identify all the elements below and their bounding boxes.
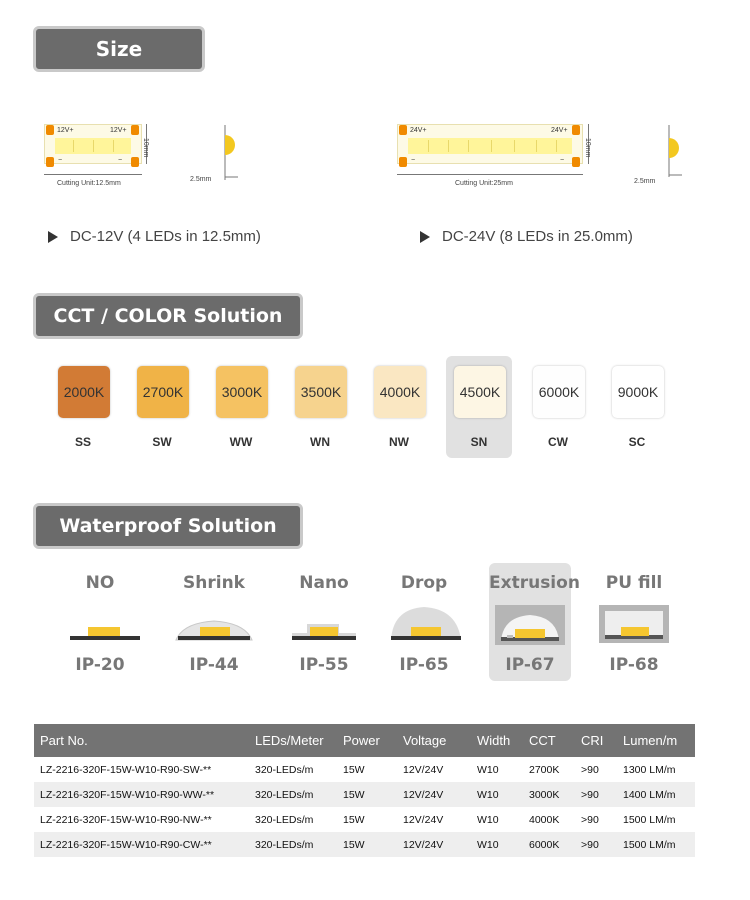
cell-lumen: 1400 LM/m xyxy=(617,782,695,807)
wp-item-extrusion xyxy=(489,563,580,681)
col-cct: CCT xyxy=(523,724,575,757)
col-part-no: Part No. xyxy=(34,724,249,757)
cct-item-sc xyxy=(604,358,670,458)
wp-name: Shrink xyxy=(183,573,245,593)
cell-cct: 2700K xyxy=(529,763,560,776)
wp-ip: IP-44 xyxy=(189,655,239,675)
col-lumen: Lumen/m xyxy=(617,724,695,757)
cell-width: W10 xyxy=(471,832,523,857)
solder-pad xyxy=(399,125,407,135)
shrink-tube-icon xyxy=(173,603,255,647)
wp-ip: IP-55 xyxy=(299,655,349,675)
table-row xyxy=(34,757,695,782)
cell-lumen: 1300 LM/m xyxy=(623,763,676,776)
cct-swatch xyxy=(137,366,189,418)
dc12-text: DC-12V (4 LEDs in 12.5mm) xyxy=(70,228,261,245)
strip-24v-cut-label: Cutting Unit:25mm xyxy=(455,180,513,187)
cell-lumen: 1500 LM/m xyxy=(617,832,695,857)
cct-item-wn xyxy=(287,358,353,458)
triangle-bullet-icon xyxy=(48,231,58,243)
strip-24v-height-dim: 2.5mm xyxy=(634,178,656,185)
solder-pad xyxy=(131,125,139,135)
cct-swatch xyxy=(454,366,506,418)
col-leds-meter: LEDs/Meter xyxy=(249,724,337,757)
cct-section-title: CCT / COLOR Solution xyxy=(53,305,283,327)
cell-cct: 6000K xyxy=(523,832,575,857)
solder-pad xyxy=(46,157,54,167)
cell-leds-meter: 320-LEDs/m xyxy=(249,782,337,807)
led-band xyxy=(55,138,131,154)
col-voltage: Voltage xyxy=(397,724,471,757)
led-band xyxy=(408,138,572,154)
solder-pad xyxy=(131,157,139,167)
cell-power: 15W xyxy=(337,832,397,857)
cell-leds-meter: 320-LEDs/m xyxy=(255,813,314,826)
cell-power: 15W xyxy=(337,782,397,807)
cct-temp: 2700K xyxy=(142,384,184,400)
cct-swatch xyxy=(612,366,664,418)
strip-24v-label-left: 24V+ xyxy=(410,127,427,134)
cct-item-sw xyxy=(129,358,195,458)
wp-ip: IP-65 xyxy=(399,655,449,675)
strip-24v-width-dim: 10mm xyxy=(584,138,591,158)
cct-swatch xyxy=(58,366,110,418)
cct-temp: 2000K xyxy=(63,384,105,400)
strip-12v-cut-label: Cutting Unit:12.5mm xyxy=(57,180,121,187)
strip-12v-label-right: 12V+ xyxy=(110,127,127,134)
waterproof-section-header xyxy=(33,503,303,549)
dc12-spec xyxy=(48,228,261,245)
cell-cri: >90 xyxy=(575,782,617,807)
table-row xyxy=(34,782,695,807)
cell-part-no: LZ-2216-320F-15W-W10-R90-WW-** xyxy=(34,782,249,807)
wp-name: Drop xyxy=(400,573,448,593)
waterproof-section-title: Waterproof Solution xyxy=(59,515,277,537)
strip-24v-minus-left: − xyxy=(411,157,416,164)
wp-item-shrink xyxy=(173,565,255,683)
cell-power: 15W xyxy=(343,763,365,776)
dimension-line xyxy=(44,174,142,175)
cct-section-header xyxy=(33,293,303,339)
strip-12v-minus-left: − xyxy=(58,157,63,164)
cell-power: 15W xyxy=(343,813,365,826)
col-power: Power xyxy=(337,724,397,757)
cell-width: W10 xyxy=(477,813,499,826)
cct-item-ss xyxy=(50,358,116,458)
cell-cct: 3000K xyxy=(523,782,575,807)
triangle-bullet-icon xyxy=(420,231,430,243)
solder-pad xyxy=(46,125,54,135)
cell-lumen: 1500 LM/m xyxy=(623,813,676,826)
cct-code: SC xyxy=(628,435,646,449)
cct-temp: 9000K xyxy=(617,384,659,400)
cct-item-sn xyxy=(446,356,512,458)
strip-24v-minus-right: − xyxy=(560,157,565,164)
cct-code: SW xyxy=(152,435,172,449)
cct-temp: 3000K xyxy=(221,384,263,400)
wp-ip: IP-68 xyxy=(609,655,659,675)
cct-swatch xyxy=(295,366,347,418)
solder-pad xyxy=(572,125,580,135)
cct-code: NW xyxy=(389,435,409,449)
cell-voltage: 12V/24V xyxy=(403,813,444,826)
strip-24v-label-right: 24V+ xyxy=(551,127,568,134)
cct-swatch xyxy=(533,366,585,418)
solder-pad xyxy=(572,157,580,167)
wp-item-no xyxy=(59,565,141,683)
nano-coating-icon xyxy=(283,603,365,647)
strip-12v-label-left: 12V+ xyxy=(57,127,74,134)
cct-item-ww xyxy=(208,358,274,458)
dimension-line xyxy=(397,174,583,175)
dc24-spec xyxy=(420,228,633,245)
size-section-title: Size xyxy=(95,37,143,61)
col-cri: CRI xyxy=(575,724,617,757)
cct-code: WW xyxy=(229,435,253,449)
cell-cri: >90 xyxy=(575,832,617,857)
wp-item-nano xyxy=(283,565,365,683)
wp-name: NO xyxy=(85,573,115,593)
solder-pad xyxy=(399,157,407,167)
strip-24v-side-view xyxy=(656,125,696,185)
wp-item-drop xyxy=(383,565,465,683)
cct-temp: 4500K xyxy=(459,384,501,400)
strip-12v-width-dim: 10mm xyxy=(142,138,149,158)
cct-code: WN xyxy=(310,435,330,449)
strip-12v-side-view xyxy=(212,125,252,185)
cct-temp: 4000K xyxy=(379,384,421,400)
size-section-header xyxy=(33,26,205,72)
cct-swatch xyxy=(374,366,426,418)
cell-cri: >90 xyxy=(581,813,599,826)
cell-width: W10 xyxy=(477,763,499,776)
cell-cri: >90 xyxy=(581,763,599,776)
col-width: Width xyxy=(471,724,523,757)
cct-temp: 6000K xyxy=(538,384,580,400)
cell-leds-meter: 320-LEDs/m xyxy=(249,832,337,857)
cell-cct: 4000K xyxy=(529,813,560,826)
cell-voltage: 12V/24V xyxy=(397,782,471,807)
wp-ip: IP-67 xyxy=(505,655,555,675)
spec-table xyxy=(34,724,695,857)
cct-code: CW xyxy=(548,435,568,449)
cell-voltage: 12V/24V xyxy=(397,832,471,857)
wp-item-pu-fill xyxy=(593,565,675,683)
cell-leds-meter: 320-LEDs/m xyxy=(255,763,314,776)
table-header-row xyxy=(34,724,695,757)
wp-name: Extrusion xyxy=(489,573,580,593)
pu-fill-icon xyxy=(593,603,675,647)
strip-12v-height-dim: 2.5mm xyxy=(190,176,212,183)
wp-ip: IP-20 xyxy=(75,655,125,675)
dc24-text: DC-24V (8 LEDs in 25.0mm) xyxy=(442,228,633,245)
wp-name: Nano xyxy=(299,573,349,593)
cct-item-cw xyxy=(525,358,591,458)
cct-code: SS xyxy=(74,435,91,449)
wp-name: PU fill xyxy=(605,573,663,593)
cell-part-no: LZ-2216-320F-15W-W10-R90-NW-** xyxy=(40,813,212,826)
drop-epoxy-icon xyxy=(383,603,465,647)
cell-part-no: LZ-2216-320F-15W-W10-R90-CW-** xyxy=(34,832,249,857)
strip-12v-minus-right: − xyxy=(118,157,123,164)
table-row xyxy=(34,807,695,832)
cell-width: W10 xyxy=(471,782,523,807)
cell-voltage: 12V/24V xyxy=(403,763,444,776)
cct-item-nw xyxy=(366,358,432,458)
cct-code: SN xyxy=(470,435,488,449)
cct-temp: 3500K xyxy=(300,384,342,400)
cell-part-no: LZ-2216-320F-15W-W10-R90-SW-** xyxy=(40,763,212,776)
extrusion-icon xyxy=(489,605,571,649)
table-row xyxy=(34,832,695,857)
cct-swatch xyxy=(216,366,268,418)
no-coating-icon xyxy=(59,603,141,647)
